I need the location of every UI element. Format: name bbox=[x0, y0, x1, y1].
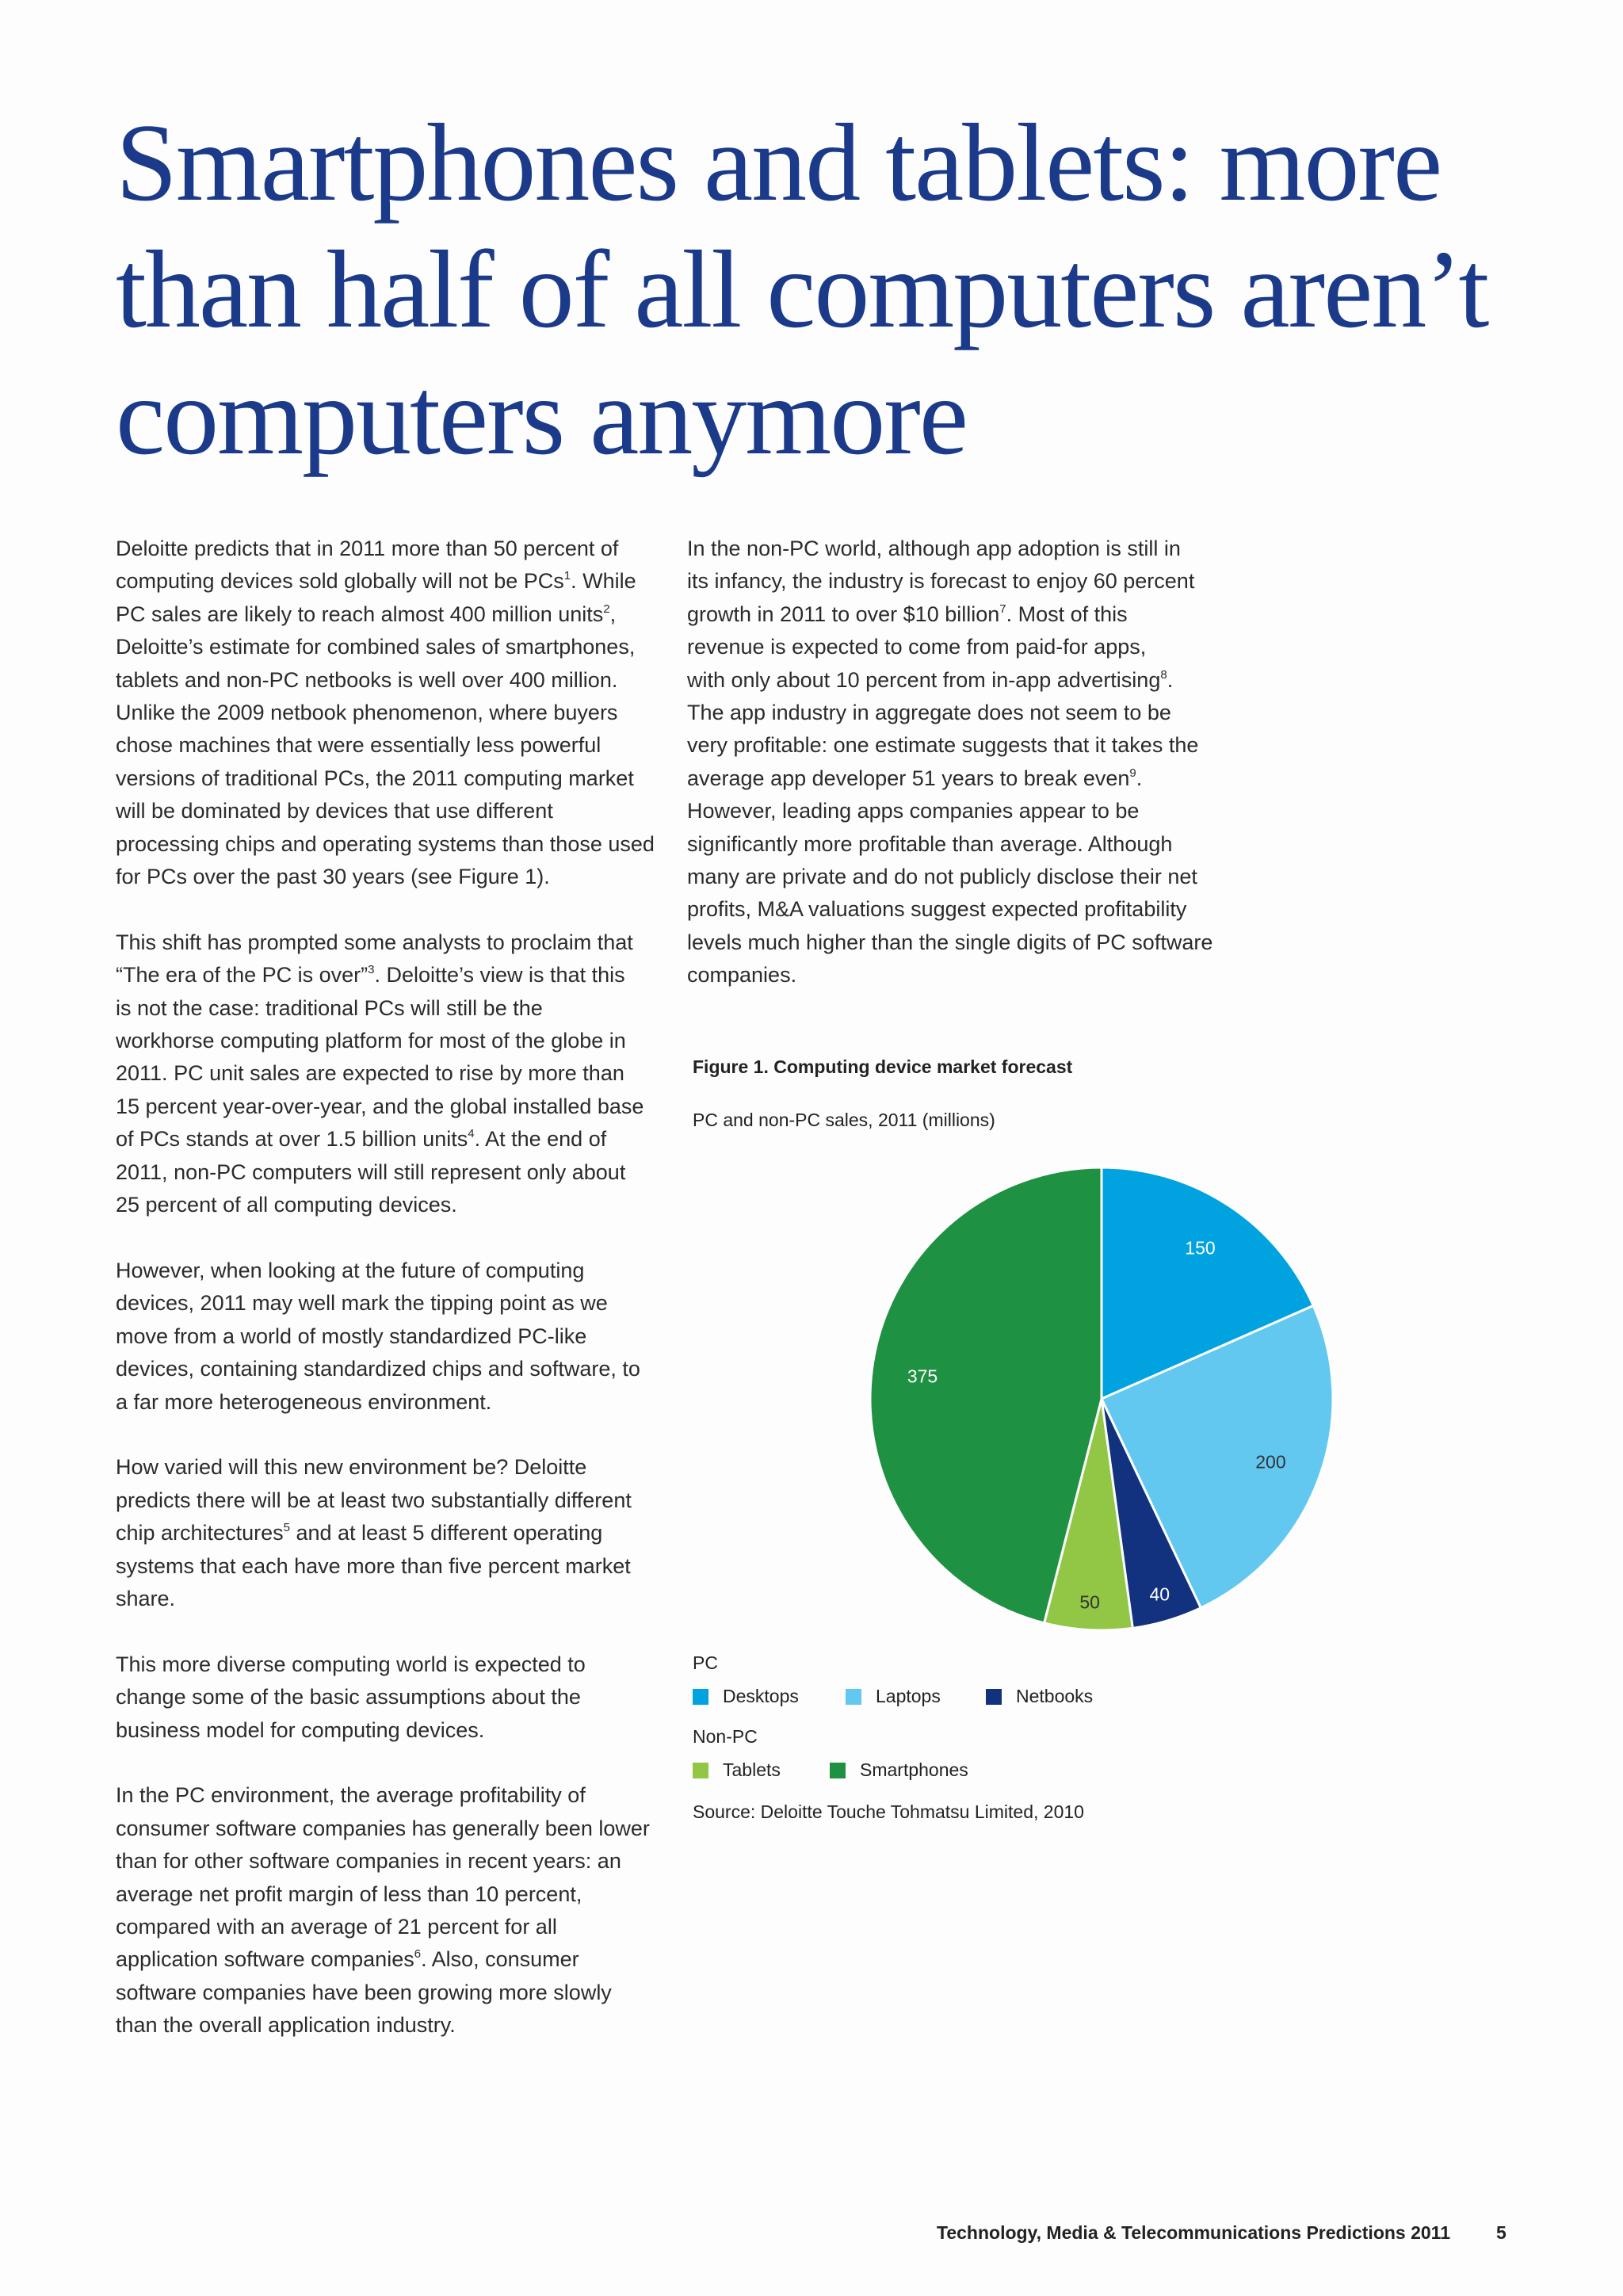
page-number: 5 bbox=[1496, 2222, 1507, 2243]
line-text: systems that each have more than five percent market bbox=[116, 1553, 631, 1578]
footnote-ref: 2 bbox=[603, 602, 610, 616]
body-paragraph bbox=[116, 926, 670, 1222]
line-text: . Most of this bbox=[1006, 602, 1128, 626]
line-text: workhorse computing platform for most of the globe in bbox=[116, 1029, 626, 1053]
line-text: . Also, consumer bbox=[421, 1947, 579, 1972]
legend-label: Netbooks bbox=[1016, 1686, 1094, 1706]
pie-data-label: 150 bbox=[1185, 1237, 1216, 1259]
footnote-ref: 8 bbox=[1160, 667, 1167, 682]
line-text: share. bbox=[116, 1586, 176, 1610]
pie-data-label: 50 bbox=[1079, 1591, 1100, 1613]
legend-label: Laptops bbox=[876, 1686, 941, 1706]
page-headline bbox=[116, 100, 1542, 480]
line-text: software companies have been growing more slowly bbox=[116, 1980, 612, 2004]
line-text: versions of traditional PCs, the 2011 computing market bbox=[116, 766, 634, 790]
line-text: of PCs stands at over 1.5 billion units bbox=[116, 1127, 468, 1152]
line-text: its infancy, the industry is forecast to enjoy 60 percent bbox=[687, 569, 1195, 594]
text-line bbox=[116, 1550, 670, 1583]
line-text: 15 percent year-over-year, and the global installed base bbox=[116, 1094, 644, 1118]
text-line bbox=[116, 533, 670, 565]
line-text: average app developer 51 years to break even bbox=[687, 766, 1130, 790]
footer-publication: Technology, Media & Telecommunications Predictions 2011 bbox=[937, 2222, 1450, 2243]
text-line bbox=[116, 795, 670, 827]
text-line bbox=[687, 565, 1258, 598]
text-line bbox=[116, 1386, 670, 1419]
text-line bbox=[687, 861, 1258, 893]
pie-data-label: 200 bbox=[1255, 1451, 1286, 1473]
legend-swatch bbox=[986, 1689, 1002, 1705]
text-line bbox=[116, 1320, 670, 1353]
line-text: levels much higher than the single digits of PC software bbox=[687, 930, 1213, 954]
line-text: devices, containing standardized chips and software, to bbox=[116, 1357, 640, 1381]
line-text: significantly more profitable than average. Although bbox=[687, 831, 1173, 856]
line-text: tablets and non-PC netbooks is well over 400 million. bbox=[116, 667, 618, 692]
body-paragraph bbox=[116, 1451, 670, 1615]
text-line bbox=[687, 533, 1258, 565]
body-paragraph bbox=[116, 1255, 670, 1419]
line-text: The app industry in aggregate does not seem to be bbox=[687, 701, 1171, 725]
headline-line: than half of all computers aren’t bbox=[116, 228, 1488, 351]
line-text: consumer software companies has generally been lower bbox=[116, 1816, 650, 1840]
line-text: change some of the basic assumptions about the bbox=[116, 1685, 581, 1710]
line-text: chip architectures bbox=[116, 1521, 284, 1545]
line-text: a far more heterogeneous environment. bbox=[116, 1389, 492, 1414]
right-column bbox=[687, 533, 1258, 1025]
line-text: very profitable: one estimate suggests that it takes the bbox=[687, 733, 1199, 758]
text-line bbox=[116, 1484, 670, 1517]
line-text: companies. bbox=[687, 963, 797, 988]
legend-item-laptops bbox=[846, 1686, 941, 1707]
legend-swatch bbox=[846, 1689, 861, 1705]
legend-swatch bbox=[693, 1689, 708, 1705]
text-line bbox=[116, 664, 670, 697]
body-paragraph bbox=[687, 533, 1258, 992]
line-text: , bbox=[609, 602, 617, 626]
line-text: PC sales are likely to reach almost 400 million units bbox=[116, 602, 604, 626]
text-line bbox=[116, 1353, 670, 1385]
line-text: predicts there will be at least two substantially different bbox=[116, 1488, 632, 1512]
text-line bbox=[116, 828, 670, 861]
legend-swatch bbox=[693, 1763, 708, 1778]
text-line bbox=[116, 2009, 670, 2042]
line-text: compared with an average of 21 percent for all bbox=[116, 1914, 557, 1939]
line-text: This more diverse computing world is expected to bbox=[116, 1652, 586, 1676]
body-paragraph bbox=[116, 1648, 670, 1747]
line-text: application software companies bbox=[116, 1947, 414, 1972]
text-line bbox=[116, 1845, 670, 1878]
text-line bbox=[687, 598, 1258, 631]
line-text: However, when looking at the future of computing bbox=[116, 1258, 585, 1282]
text-line bbox=[116, 1779, 670, 1812]
text-line bbox=[116, 1287, 670, 1320]
line-text: for PCs over the past 30 years (see Figure 1). bbox=[116, 865, 550, 889]
text-line bbox=[687, 893, 1258, 926]
text-line bbox=[116, 992, 670, 1025]
pie-data-label: 40 bbox=[1149, 1584, 1170, 1605]
line-text: will be dominated by devices that use different bbox=[116, 799, 553, 823]
headline-line: computers anymore bbox=[116, 355, 967, 478]
text-line bbox=[687, 664, 1258, 697]
line-text: . Deloitte’s view is that this bbox=[374, 963, 625, 988]
legend-label: Tablets bbox=[723, 1759, 781, 1780]
line-text: and at least 5 different operating bbox=[289, 1521, 603, 1545]
line-text: average net profit margin of less than 10 percent, bbox=[116, 1881, 582, 1906]
text-line bbox=[116, 1255, 670, 1287]
footnote-ref: 4 bbox=[468, 1127, 475, 1141]
body-paragraph bbox=[116, 533, 670, 893]
text-line bbox=[116, 1911, 670, 1943]
text-line bbox=[687, 828, 1258, 861]
text-line bbox=[116, 1451, 670, 1484]
text-line bbox=[116, 1583, 670, 1615]
text-line bbox=[116, 1878, 670, 1911]
line-text: . While bbox=[571, 569, 636, 594]
headline-line: Smartphones and tablets: more bbox=[116, 101, 1442, 224]
text-line bbox=[116, 1714, 670, 1747]
line-text: move from a world of mostly standardized PC-like bbox=[116, 1324, 587, 1348]
text-line bbox=[687, 926, 1258, 959]
pie-data-label: 375 bbox=[907, 1366, 938, 1387]
text-line bbox=[687, 729, 1258, 762]
line-text: In the PC environment, the average profitability of bbox=[116, 1783, 586, 1808]
text-line bbox=[116, 959, 670, 991]
text-line bbox=[116, 1123, 670, 1156]
text-line bbox=[116, 1156, 670, 1189]
text-line bbox=[116, 926, 670, 959]
line-text: processing chips and operating systems than those used bbox=[116, 831, 655, 856]
text-line bbox=[116, 1681, 670, 1713]
body-paragraph bbox=[116, 1779, 670, 2042]
text-line bbox=[687, 631, 1258, 663]
text-line bbox=[687, 697, 1258, 729]
left-column bbox=[116, 533, 670, 2075]
line-text: than the overall application industry. bbox=[116, 2013, 456, 2038]
line-text: How varied will this new environment be? Deloitte bbox=[116, 1455, 587, 1480]
line-text: However, leading apps companies appear to be bbox=[687, 799, 1140, 823]
text-line bbox=[687, 795, 1258, 827]
line-text: Deloitte’s estimate for combined sales of smartphones, bbox=[116, 635, 636, 659]
text-line bbox=[116, 1648, 670, 1681]
legend-label: Smartphones bbox=[860, 1759, 968, 1780]
footnote-ref: 3 bbox=[368, 963, 375, 977]
footnote-ref: 1 bbox=[563, 569, 571, 583]
text-line bbox=[116, 631, 670, 663]
text-line bbox=[116, 565, 670, 598]
text-line bbox=[116, 1189, 670, 1221]
line-text: 2011. PC unit sales are expected to rise by more than bbox=[116, 1061, 624, 1086]
text-line bbox=[116, 1813, 670, 1845]
legend-item-tablets bbox=[693, 1759, 781, 1781]
legend-heading-pc: PC bbox=[693, 1652, 718, 1673]
line-text: 2011, non-PC computers will still represent only about bbox=[116, 1159, 626, 1184]
legend-heading-non-pc: Non-PC bbox=[693, 1726, 758, 1747]
line-text: Unlike the 2009 netbook phenomenon, where buyers bbox=[116, 701, 618, 725]
line-text: . bbox=[1167, 667, 1174, 692]
line-text: . bbox=[1136, 766, 1143, 790]
line-text: 25 percent of all computing devices. bbox=[116, 1193, 457, 1217]
figure-source: Source: Deloitte Touche Tohmatsu Limited, 2010 bbox=[693, 1801, 1084, 1822]
text-line bbox=[116, 1057, 670, 1090]
text-line bbox=[116, 697, 670, 729]
line-text: “The era of the PC is over” bbox=[116, 963, 369, 988]
footnote-ref: 6 bbox=[414, 1947, 422, 1962]
line-text: In the non-PC world, although app adoption is still in bbox=[687, 537, 1181, 560]
line-text: is not the case: traditional PCs will still be the bbox=[116, 995, 543, 1020]
legend-item-smartphones bbox=[830, 1759, 968, 1781]
pie-chart bbox=[856, 1153, 1347, 1645]
text-line bbox=[116, 1025, 670, 1057]
text-line bbox=[116, 1091, 670, 1123]
text-line bbox=[687, 959, 1258, 991]
text-line bbox=[116, 762, 670, 795]
line-text: chose machines that were essentially less powerful bbox=[116, 733, 601, 758]
text-line bbox=[116, 861, 670, 893]
text-line bbox=[116, 598, 670, 631]
text-line bbox=[116, 1517, 670, 1549]
line-text: profits, M&A valuations suggest expected profitability bbox=[687, 897, 1187, 922]
text-line bbox=[687, 762, 1258, 795]
text-line bbox=[116, 1943, 670, 1976]
legend-swatch bbox=[830, 1763, 846, 1778]
legend-label: Desktops bbox=[723, 1686, 799, 1706]
footnote-ref: 5 bbox=[283, 1521, 290, 1535]
figure-subtitle: PC and non-PC sales, 2011 (millions) bbox=[693, 1110, 995, 1130]
line-text: business model for computing devices. bbox=[116, 1717, 485, 1742]
line-text: . At the end of bbox=[474, 1127, 607, 1152]
line-text: many are private and do not publicly disclose their net bbox=[687, 865, 1197, 889]
line-text: devices, 2011 may well mark the tipping point as we bbox=[116, 1291, 608, 1316]
legend-item-desktops bbox=[693, 1686, 799, 1707]
footnote-ref: 7 bbox=[999, 602, 1006, 616]
legend-item-netbooks bbox=[986, 1686, 1093, 1707]
line-text: growth in 2011 to over $10 billion bbox=[687, 602, 1000, 626]
line-text: computing devices sold globally will not be PCs bbox=[116, 569, 564, 594]
line-text: Deloitte predicts that in 2011 more than 50 percent of bbox=[116, 537, 619, 560]
line-text: revenue is expected to come from paid-for apps, bbox=[687, 635, 1147, 659]
figure-title: Figure 1. Computing device market forecast bbox=[693, 1056, 1073, 1077]
line-text: This shift has prompted some analysts to proclaim that bbox=[116, 930, 633, 954]
text-line bbox=[116, 1977, 670, 2009]
line-text: than for other software companies in recent years: an bbox=[116, 1849, 621, 1874]
footnote-ref: 9 bbox=[1129, 766, 1136, 780]
text-line bbox=[116, 729, 670, 762]
line-text: with only about 10 percent from in-app advertising bbox=[687, 667, 1161, 692]
